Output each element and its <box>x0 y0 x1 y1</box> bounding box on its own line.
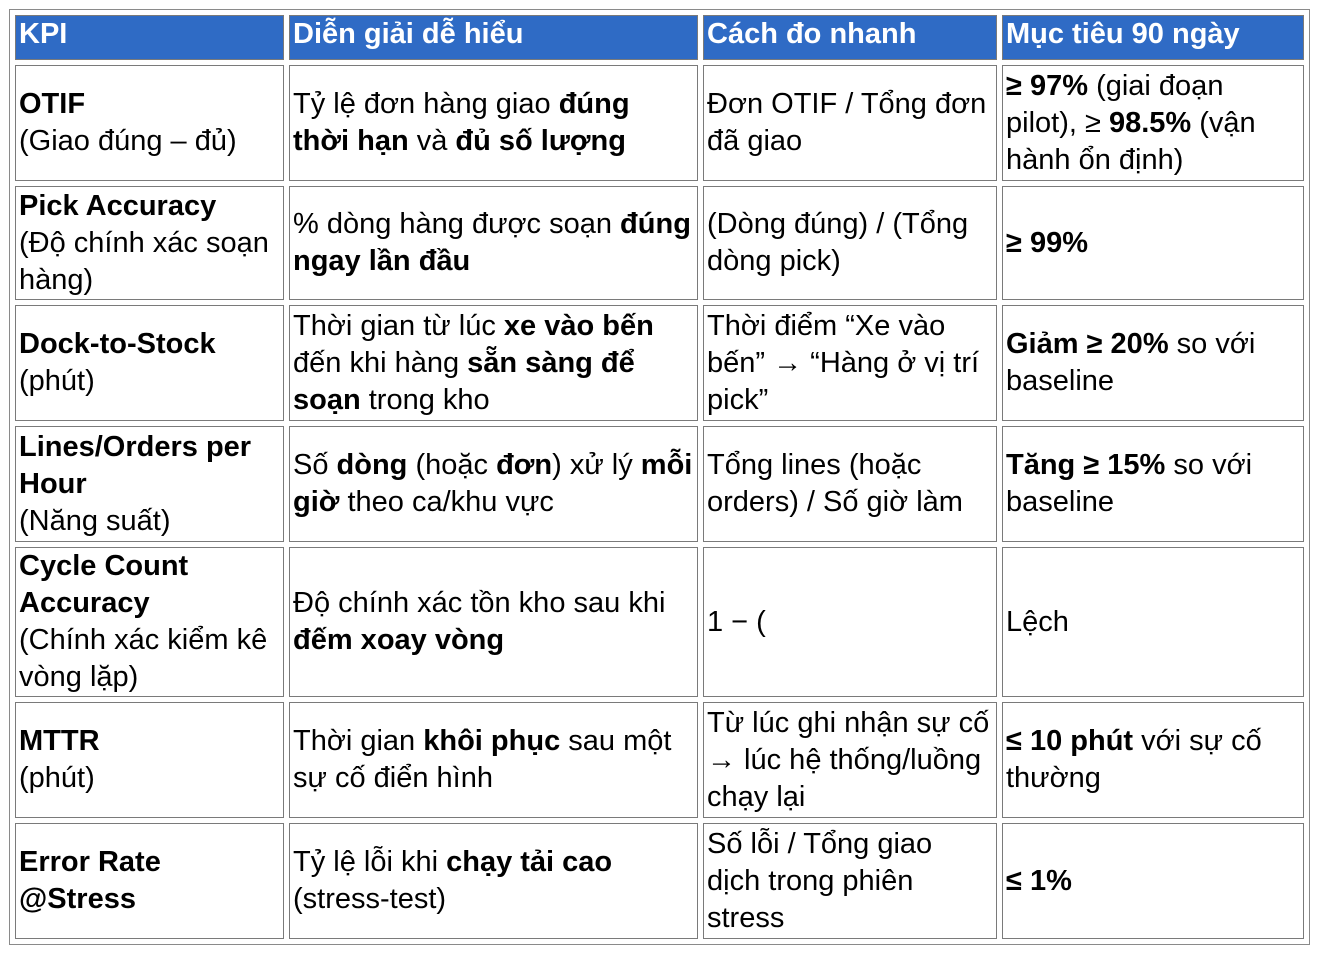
table-row <box>15 823 1304 939</box>
bold-text: đủ số lượng <box>455 125 626 157</box>
text: Tỷ lệ đơn hàng giao <box>293 88 559 120</box>
header-measure: Cách đo nhanh <box>703 15 997 60</box>
text: Thời gian <box>293 725 424 757</box>
bold-text: ≥ 97% <box>1006 69 1089 102</box>
kpi-name: OTIF <box>19 88 86 120</box>
target-cell <box>1002 65 1304 181</box>
bold-text: chạy tải cao <box>446 846 613 878</box>
bold-text: xe vào bến <box>503 309 654 342</box>
kpi-subtitle: (Chính xác kiểm kê vòng lặp) <box>19 624 268 693</box>
measure-cell <box>703 702 997 818</box>
header-kpi: KPI <box>15 15 284 60</box>
kpi-subtitle: (phút) <box>19 762 95 794</box>
kpi-cell <box>15 65 284 181</box>
text: Thời điểm “Xe vào bến” → “Hàng ở vị trí pick” <box>707 309 980 416</box>
measure-cell <box>703 823 997 939</box>
target-cell <box>1002 702 1304 818</box>
text: Tổng lines (hoặc orders) / Số giờ làm <box>707 449 963 518</box>
text: Độ chính xác tồn kho sau khi <box>293 587 666 619</box>
table-row <box>15 305 1304 421</box>
bold-text: đúng ngay lần đầu <box>293 208 691 277</box>
text: Đơn OTIF / Tổng đơn đã giao <box>707 88 987 157</box>
text: đến khi hàng <box>293 346 468 379</box>
kpi-table-wrapper <box>9 9 1310 945</box>
kpi-subtitle: (Độ chính xác soạn hàng) <box>19 226 269 296</box>
kpi-subtitle: (phút) <box>19 365 95 397</box>
description-cell <box>289 186 698 300</box>
bold-text: ≤ 10 phút <box>1006 725 1134 757</box>
header-target: Mục tiêu 90 ngày <box>1002 15 1304 60</box>
description-cell <box>289 426 698 542</box>
table-row <box>15 65 1304 181</box>
bold-text: ≥ 99% <box>1006 226 1089 259</box>
text: trong kho <box>360 383 490 416</box>
target-cell <box>1002 823 1304 939</box>
text: (vận hành ổn định) <box>1006 106 1256 176</box>
kpi-subtitle: (Năng suất) <box>19 504 171 537</box>
text: ) xử lý <box>552 449 641 481</box>
bold-text: đúng thời hạn <box>293 88 630 157</box>
text: (giai đoạn pilot), ≥ <box>1006 69 1224 139</box>
kpi-cell <box>15 823 284 939</box>
kpi-subtitle: (Giao đúng – đủ) <box>19 125 237 157</box>
text: sau một sự cố điển hình <box>293 725 672 794</box>
header-row <box>15 15 1304 60</box>
bold-text: khôi phục <box>423 725 561 757</box>
kpi-cell <box>15 426 284 542</box>
text: (hoặc <box>407 449 497 481</box>
kpi-cell <box>15 547 284 697</box>
text: Thời gian từ lúc <box>293 309 504 342</box>
description-cell <box>289 823 698 939</box>
text: 1 − ( <box>707 605 766 638</box>
header-description: Diễn giải dễ hiểu <box>289 15 698 60</box>
target-cell <box>1002 186 1304 300</box>
text: theo ca/khu vực <box>339 486 554 518</box>
description-cell <box>289 305 698 421</box>
measure-cell <box>703 305 997 421</box>
kpi-table <box>9 9 1310 945</box>
measure-cell <box>703 186 997 300</box>
description-cell <box>289 702 698 818</box>
table-row <box>15 186 1304 300</box>
kpi-name: Dock-to-Stock <box>19 328 216 360</box>
description-cell <box>289 547 698 697</box>
text: so với baseline <box>1006 449 1253 518</box>
text: Số <box>293 449 337 481</box>
kpi-name: Lines/Orders per Hour <box>19 430 252 500</box>
table-body <box>15 65 1304 939</box>
text: Lệch <box>1006 605 1069 638</box>
bold-text: Tăng ≥ 15% <box>1006 449 1166 481</box>
bold-text: ≤ 1% <box>1006 864 1072 897</box>
table-row <box>15 426 1304 542</box>
text: (Dòng đúng) / (Tổng dòng pick) <box>707 208 969 277</box>
text: Tỷ lệ lỗi khi <box>293 846 447 878</box>
text: và <box>408 125 456 157</box>
measure-cell <box>703 65 997 181</box>
kpi-name: MTTR <box>19 725 100 757</box>
description-cell <box>289 65 698 181</box>
bold-text: mỗi giờ <box>293 449 693 518</box>
target-cell <box>1002 547 1304 697</box>
kpi-name: Error Rate @Stress <box>19 846 161 915</box>
target-cell <box>1002 305 1304 421</box>
kpi-cell <box>15 305 284 421</box>
table-row <box>15 702 1304 818</box>
bold-text: sẵn sàng để soạn <box>293 346 635 416</box>
table-row <box>15 547 1304 697</box>
measure-cell <box>703 426 997 542</box>
kpi-name: Cycle Count Accuracy <box>19 550 189 619</box>
text: Số lỗi / Tổng giao dịch trong phiên stress <box>707 827 933 934</box>
bold-text: đếm xoay vòng <box>293 624 505 656</box>
target-cell <box>1002 426 1304 542</box>
text: với sự cố thường <box>1006 725 1262 794</box>
bold-text: Giảm ≥ 20% <box>1006 328 1169 360</box>
measure-cell <box>703 547 997 697</box>
text: (stress-test) <box>293 883 447 915</box>
kpi-cell <box>15 186 284 300</box>
kpi-cell <box>15 702 284 818</box>
bold-text: 98.5% <box>1108 106 1192 139</box>
bold-text: dòng <box>336 449 408 481</box>
text: so với baseline <box>1006 328 1256 397</box>
text: Từ lúc ghi nhận sự cố → lúc hệ thống/luồng chạy lại <box>707 706 990 813</box>
text: % dòng hàng được soạn <box>293 208 621 240</box>
bold-text: đơn <box>496 449 553 481</box>
kpi-name: Pick Accuracy <box>19 189 217 222</box>
